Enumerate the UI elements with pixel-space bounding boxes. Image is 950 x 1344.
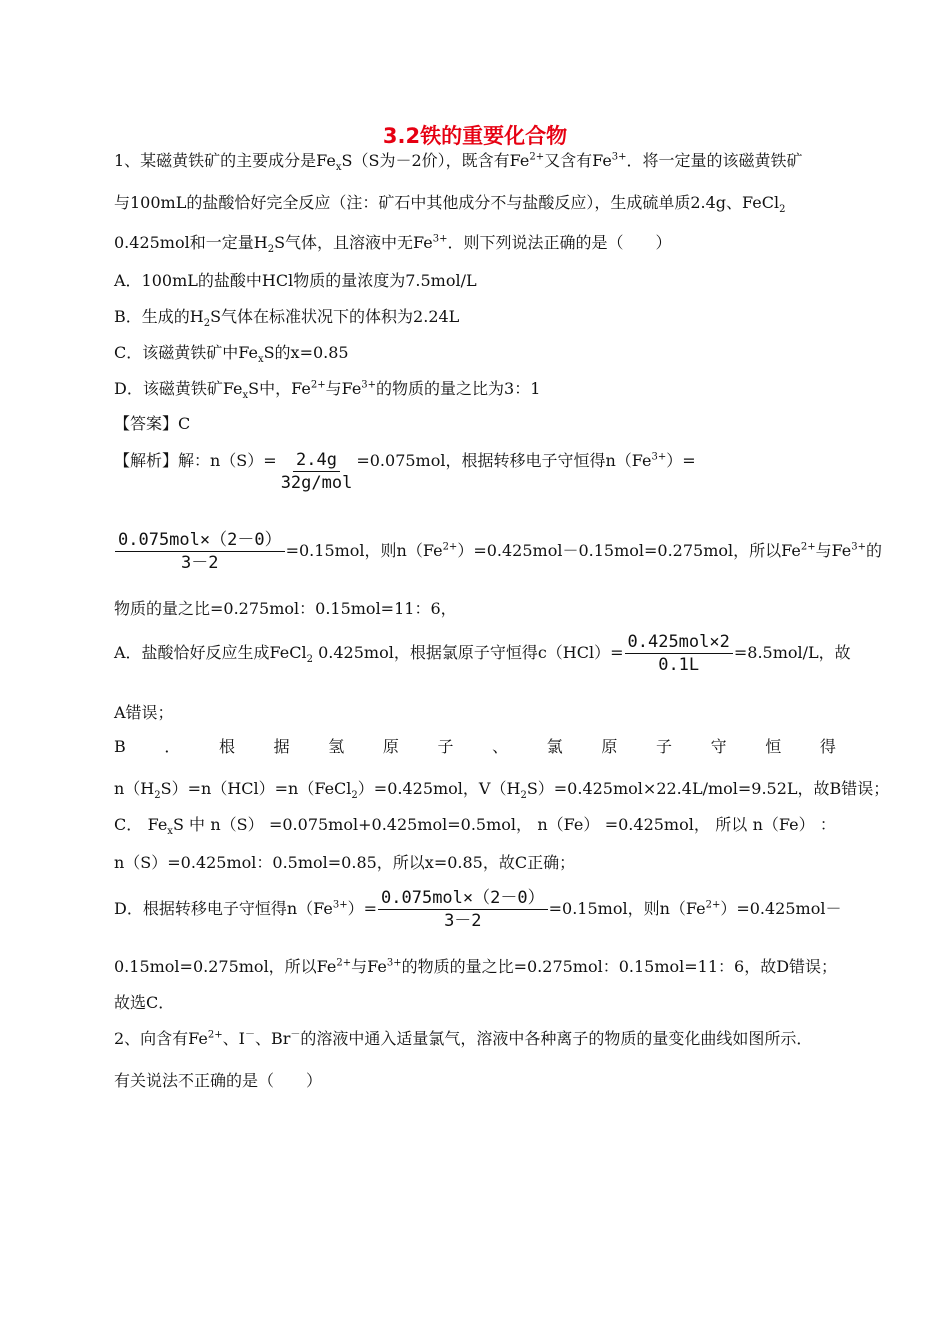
text: S（S为－2价），既含有Fe: [341, 151, 530, 170]
char: 得: [819, 737, 836, 756]
text: S）=0.425mol×22.4L/mol=9.52L，故B错误；: [526, 779, 890, 798]
superscript: 2+: [800, 541, 816, 553]
subscript: 2: [779, 204, 786, 216]
char: 根: [219, 737, 236, 756]
superscript: 3+: [651, 451, 667, 463]
text: 0.425mol和一定量H: [114, 233, 268, 252]
superscript: 2+: [442, 541, 458, 553]
q1-analysis-c-line-1: [114, 814, 836, 836]
text: 又含有Fe: [544, 151, 612, 170]
text: B．生成的H: [114, 307, 204, 326]
text: 与Fe: [325, 379, 362, 398]
text: S中，Fe: [248, 379, 311, 398]
q1-analysis-a-line-1: [114, 632, 851, 675]
text: =8.5mol/L，故: [733, 643, 851, 662]
superscript: 2+: [705, 899, 721, 911]
superscript: 3+: [361, 379, 377, 391]
text: 的: [866, 541, 883, 560]
text: 与Fe: [815, 541, 852, 560]
superscript: 3+: [851, 541, 867, 553]
text: 、Br: [254, 1029, 291, 1048]
text: 、I: [222, 1029, 245, 1048]
fraction: [625, 632, 733, 675]
text: =0.075mol+0.425mol=0.5mol，: [268, 815, 533, 834]
subscript: x: [335, 162, 342, 174]
char: 原: [382, 737, 399, 756]
text: ）=: [347, 899, 378, 918]
q1-answer: 【答案】C: [114, 414, 191, 433]
denominator: 0.1L: [658, 655, 700, 675]
superscript: 2+: [529, 151, 545, 163]
subscript: x: [257, 354, 264, 366]
q1-conclusion: 故选C．: [114, 993, 175, 1012]
text: 2、向含有Fe: [114, 1029, 208, 1048]
subscript: 2: [203, 318, 211, 330]
q1-analysis-d-line-1: [114, 888, 841, 931]
text: ．将一定量的该磁黄铁矿: [626, 151, 803, 170]
denominator: 32g/mol: [280, 473, 353, 493]
superscript: －: [244, 1029, 255, 1041]
text: 【解析】解：n（S）=: [114, 451, 277, 470]
subscript: 2: [154, 790, 161, 802]
q1-analysis-d-line-2: [114, 956, 837, 978]
text: =0.425mol，: [604, 815, 710, 834]
q1-analysis-a-line-2: A错误；: [114, 703, 174, 722]
text-group: [148, 814, 205, 836]
q2-stem-line-1: [114, 1028, 812, 1050]
superscript: 2+: [207, 1029, 223, 1041]
text: D．根据转移电子守恒得n（Fe: [114, 899, 333, 918]
q1-analysis-line-1: [114, 450, 836, 493]
char: 子: [437, 737, 454, 756]
text: ．则下列说法正确的是（ ）: [447, 233, 672, 252]
text: 的物质的量之比为3：1: [376, 379, 541, 398]
text: n（H: [114, 779, 155, 798]
text: ）=0.425mol－: [720, 899, 842, 918]
text-group: [356, 450, 836, 493]
numerator: 0.425mol×2: [625, 632, 733, 654]
q1-option-a: A．100mL的盐酸中HCl物质的量浓度为7.5mol/L: [114, 271, 477, 290]
text: C．该磁黄铁矿中Fe: [114, 343, 258, 362]
subscript: 2: [306, 654, 313, 666]
superscript: 3+: [611, 151, 627, 163]
text: n（Fe）: [537, 815, 600, 834]
char: 守: [710, 737, 727, 756]
fraction: [378, 888, 548, 931]
superscript: 3+: [432, 233, 448, 245]
char: B: [114, 737, 126, 756]
text: D．该磁黄铁矿Fe: [114, 379, 243, 398]
superscript: 3+: [386, 957, 402, 969]
q1-analysis-b-line-1: [114, 736, 836, 758]
numerator: 0.075mol×（2－0）: [378, 888, 548, 910]
text: 0.425mol，根据氯原子守恒得c（HCl）=: [313, 643, 624, 662]
char: 氯: [546, 737, 563, 756]
q1-analysis-b-line-2: [114, 778, 889, 800]
fraction: [115, 530, 285, 573]
text: 0.15mol=0.275mol，所以Fe: [114, 957, 337, 976]
text: S）=n（HCl）=n（FeCl: [160, 779, 352, 798]
char: 据: [273, 737, 290, 756]
text: ：: [819, 815, 836, 834]
q1-stem-line-3: [114, 232, 672, 254]
q1-stem-line-2: [114, 192, 785, 214]
char: 子: [656, 737, 673, 756]
text: n（S）: [210, 815, 264, 834]
char: 、: [492, 737, 509, 756]
q2-stem-line-2: 有关说法不正确的是（ ）: [114, 1071, 323, 1090]
text: C．: [114, 815, 143, 834]
text: Fe: [147, 815, 168, 834]
q1-analysis-line-2: [114, 530, 882, 573]
text: A．盐酸恰好反应生成FeCl: [114, 643, 307, 662]
page-title: 3.2铁的重要化合物: [382, 124, 568, 148]
denominator: 3－2: [444, 911, 482, 931]
q1-analysis-line-3: 物质的量之比=0.275mol：0.15mol=11：6，: [114, 599, 457, 618]
numerator: 0.075mol×（2－0）: [115, 530, 285, 552]
text: S 中: [172, 815, 205, 834]
fraction: [278, 450, 356, 493]
superscript: 3+: [332, 899, 348, 911]
text: 的物质的量之比=0.275mol：0.15mol=11：6，故D错误；: [401, 957, 838, 976]
text: 与100mL的盐酸恰好完全反应（注：矿石中其他成分不与盐酸反应），生成硫单质2.4g、FeCl: [114, 193, 780, 212]
text: =0.15mol，则n（Fe: [285, 541, 443, 560]
q1-stem-line-1: [114, 150, 803, 172]
char: ．: [164, 737, 181, 756]
q1-analysis-c-line-2: n（S）=0.425mol：0.5mol=0.85，所以x=0.85，故C正确；: [114, 853, 576, 872]
text: 的溶液中通入适量氯气，溶液中各种离子的物质的量变化曲线如图所示．: [300, 1029, 813, 1048]
superscript: 2+: [310, 379, 326, 391]
subscript: x: [242, 390, 249, 402]
text: n（Fe）: [752, 815, 815, 834]
superscript: －: [290, 1029, 301, 1041]
superscript: 2+: [336, 957, 352, 969]
numerator: 2.4g: [293, 450, 340, 472]
text: S的x=0.85: [263, 343, 349, 362]
subscript: 2: [351, 790, 358, 802]
text: 1、某磁黄铁矿的主要成分是Fe: [114, 151, 336, 170]
subscript: 2: [520, 790, 527, 802]
text: =0.075mol，根据转移电子守恒得n（Fe: [356, 451, 652, 470]
subscript: 2: [267, 244, 275, 256]
text: 所以: [715, 815, 748, 834]
q1-option-b: [114, 306, 459, 328]
q1-option-c: [114, 342, 349, 364]
text: S气体在标准状况下的体积为2.24L: [210, 307, 460, 326]
text: ）=: [666, 451, 696, 470]
denominator: 3－2: [181, 553, 219, 573]
char: 原: [601, 737, 618, 756]
char: 氢: [328, 737, 345, 756]
text: =0.15mol，则n（Fe: [548, 899, 706, 918]
text: S气体，且溶液中无Fe: [274, 233, 433, 252]
q1-option-d: [114, 378, 540, 400]
char: 恒: [765, 737, 782, 756]
text: ）=0.425mol，V（H: [357, 779, 521, 798]
text: 与Fe: [351, 957, 387, 976]
text: ）=0.425mol－0.15mol=0.275mol，所以Fe: [457, 541, 801, 560]
subscript: x: [167, 826, 173, 838]
